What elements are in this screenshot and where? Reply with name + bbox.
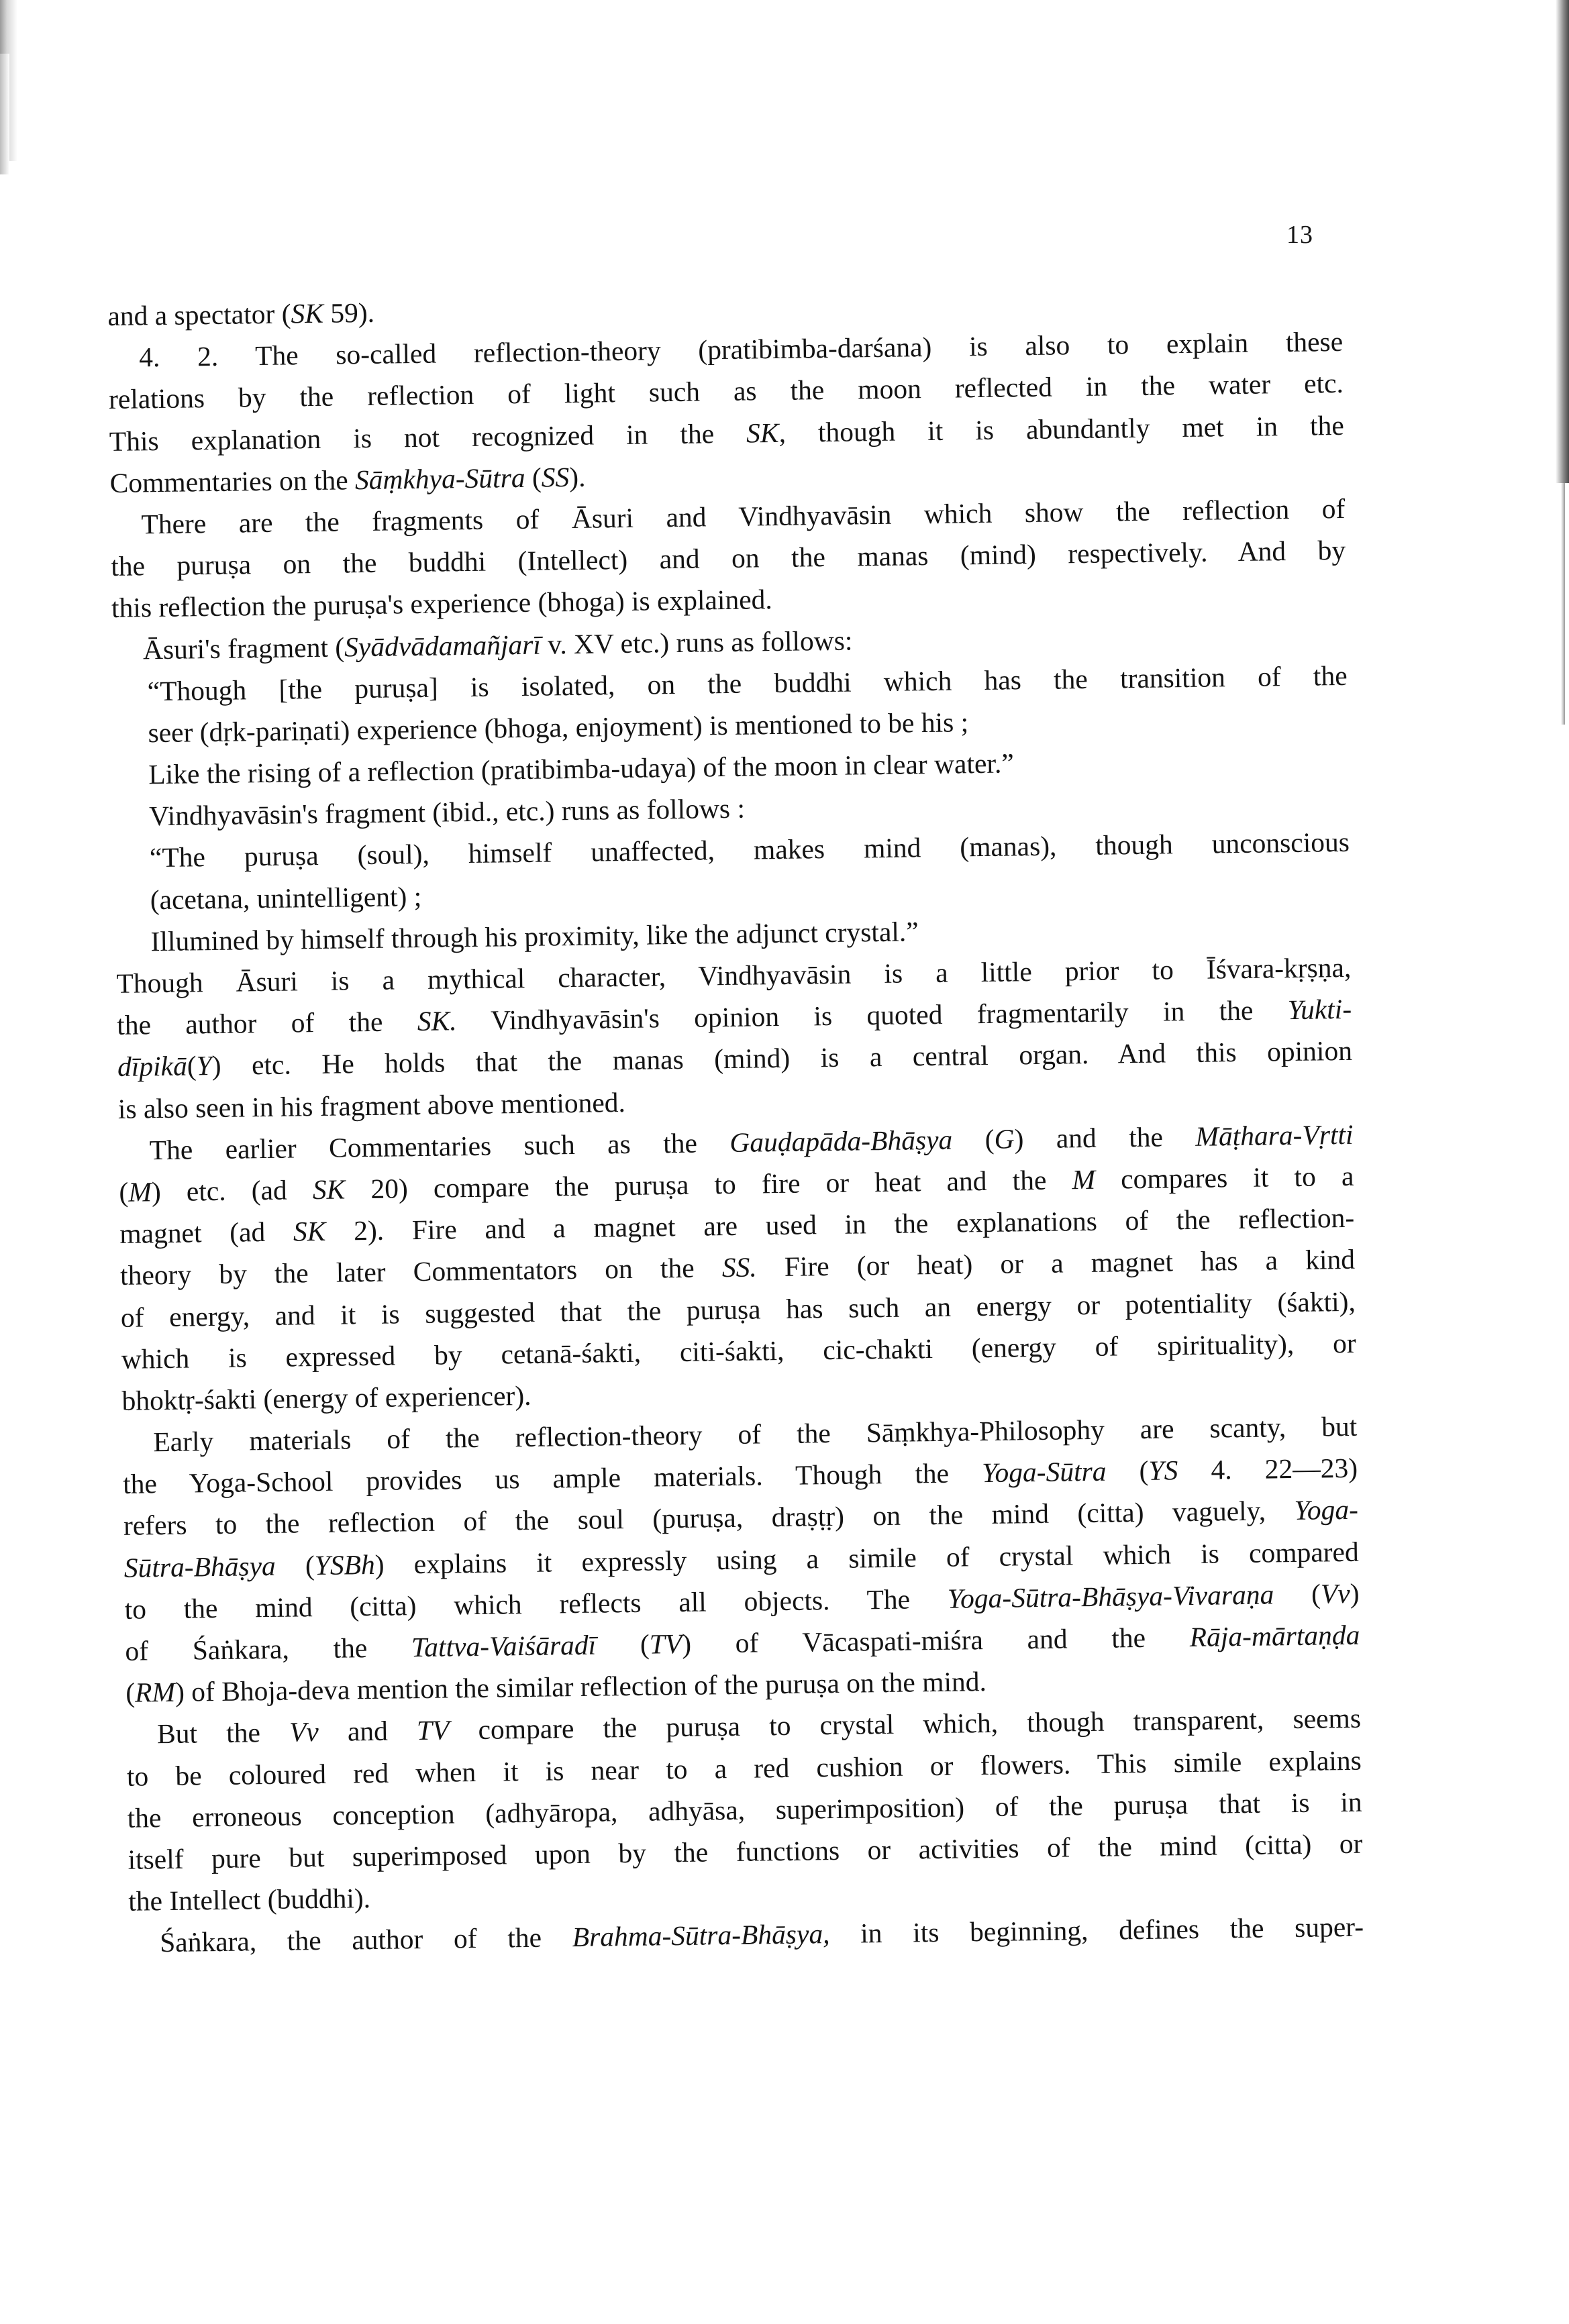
quote-line: seer (dṛk-pariṇati) experience (bhoga, enjoyment) is mentioned to be his ; <box>148 706 969 749</box>
text-line: of Śaṅkara, the Tattva-Vaiśāradī (TV) of Vācaspati-miśra and the Rāja-mārtaṇḍa <box>125 1619 1360 1667</box>
italic-term: dīpikā <box>117 1050 188 1083</box>
text-line: the author of the SK. Vindhyavāsin's opinion is quoted fragmentarily in the Yukti- <box>116 994 1352 1041</box>
italic-term: M <box>1072 1163 1096 1196</box>
scan-edge-right <box>1556 0 1569 483</box>
paragraph-start-line: Though Āsuri is a mythical character, Vindhyavāsin is a little prior to Īśvara-kṛṣṇa, <box>116 951 1352 999</box>
text-line: refers to the reflection of the soul (puruṣa, draṣṭṛ) on the mind (citta) vaguely, Yoga- <box>123 1494 1359 1542</box>
quote-line: Vindhyavāsin's fragment (ibid., etc.) runs as follows : <box>148 792 746 832</box>
paragraph-start-line: Śaṅkara, the author of the Brahma-Sūtra-Bhāṣya, in its beginning, defines the super- <box>159 1911 1364 1958</box>
text-line: Commentaries on the Sāṃkhya-Sūtra (SS). <box>109 461 586 498</box>
text-line: theory by the later Commentators on the SS. Fire (or heat) or a magnet has a kind <box>119 1244 1356 1291</box>
text-line: this reflection the puruṣa's experience (bhoga) is explained. <box>111 584 773 624</box>
italic-term: G <box>994 1123 1015 1155</box>
italic-term: Vv <box>1320 1577 1350 1609</box>
italic-term: Yoga-Sūtra <box>981 1455 1107 1489</box>
paragraph-start-line: Āsuri's fragment (Syādvādamañjarī v. XV etc.) runs as follows: <box>142 625 853 665</box>
text-line: to be coloured red when it is near to a red cushion or flowers. This simile explains <box>126 1744 1362 1792</box>
italic-term: Sūtra-Bhāṣya <box>123 1550 276 1583</box>
page-number: 13 <box>1286 221 1313 249</box>
italic-term: SK. <box>417 1005 457 1037</box>
quote-line: “Though [the puruṣa] is isolated, on the buddhi which has the transition of the <box>147 659 1348 706</box>
italic-term: Vv <box>289 1716 319 1748</box>
paragraph-start-line: Early materials of the reflection-theory of the Sāṃkhya-Philosophy are scanty, but <box>153 1410 1358 1458</box>
paragraph-start-line: But the Vv and TV compare the puruṣa to crystal which, though transparent, seems <box>156 1703 1362 1750</box>
italic-term: M <box>128 1176 152 1208</box>
italic-term: Māṭhara-Vṛtti <box>1195 1118 1354 1152</box>
italic-term: SS <box>541 461 570 493</box>
italic-term: Brahma-Sūtra-Bhāṣya, <box>572 1918 830 1953</box>
italic-term: TV <box>649 1628 682 1660</box>
italic-term: Sāṃkhya-Sūtra <box>354 462 525 495</box>
quote-line: “The puruṣa (soul), himself unaffected, makes mind (manas), though unconscious <box>149 827 1350 874</box>
text-line: is also seen in his fragment above mentioned. <box>117 1086 626 1124</box>
section-heading-line: 4. 2. The so-called reflection-theory (pratibimba-darśana) is also to explain these <box>138 326 1344 373</box>
text-line: bhoktṛ-śakti (energy of experiencer). <box>121 1379 532 1416</box>
italic-term: SK <box>312 1173 346 1206</box>
text-line: which is expressed by cetanā-śakti, citi-śakti, cic-chakti (energy of spirituality), or <box>121 1327 1356 1375</box>
italic-term: TV <box>416 1714 450 1746</box>
italic-term: SK <box>293 1215 326 1247</box>
italic-term: Yoga-Sūtra-Bhāṣya-Vivaraṇa <box>947 1579 1274 1614</box>
text-line: (RM) of Bhoja-deva mention the similar reflection of the puruṣa on the mind. <box>125 1666 987 1709</box>
italic-term: Y <box>196 1050 213 1081</box>
italic-term: YSBh <box>314 1548 376 1581</box>
text-line: Sūtra-Bhāṣya (YSBh) explains it expressly using a simile of crystal which is compared <box>123 1536 1359 1583</box>
text-line: relations by the reflection of light such as the moon reflected in the water etc. <box>108 368 1344 415</box>
italic-term: SK, <box>746 417 787 449</box>
italic-term: SK <box>291 297 324 329</box>
text-line: of energy, and it is suggested that the puruṣa has such an energy or potentiality (śakti), <box>120 1285 1356 1333</box>
italic-term: SS. <box>721 1251 757 1283</box>
italic-term: YS <box>1148 1455 1178 1487</box>
text-line: to the mind (citta) which reflects all objects. The Yoga-Sūtra-Bhāṣya-Vivaraṇa (Vv) <box>124 1577 1360 1625</box>
scan-edge-left-inner <box>0 54 9 174</box>
text-line: and a spectator (SK 59). <box>107 297 375 331</box>
text-line: magnet (ad SK 2). Fire and a magnet are used in the explanations of the reflection- <box>119 1202 1355 1250</box>
text-line: dīpikā(Y) etc. He holds that the manas (mind) is a central organ. And this opinion <box>117 1035 1353 1083</box>
italic-term: Yukti- <box>1287 994 1352 1026</box>
italic-term: Rāja-mārtaṇḍa <box>1189 1619 1360 1653</box>
page-text <box>107 279 1364 1964</box>
text-line: the Intellect (buddhi). <box>128 1883 371 1917</box>
paragraph-start-line: There are the fragments of Āsuri and Vindhyavāsin which show the reflection of <box>141 492 1346 540</box>
italic-term: RM <box>134 1677 176 1708</box>
paragraph-start-line: The earlier Commentaries such as the Gauḍapāda-Bhāṣya (G) and the Māṭhara-Vṛtti <box>149 1118 1354 1166</box>
italic-term: Gauḍapāda-Bhāṣya <box>729 1124 953 1158</box>
scan-edge-right-lower <box>1561 483 1565 725</box>
italic-term: Tattva-Vaiśāradī <box>411 1629 597 1663</box>
italic-term: Syādvādamañjarī <box>344 629 542 662</box>
text-line: (M) etc. (ad SK 20) compare the puruṣa to fire or heat and the M compares it to a <box>119 1160 1354 1208</box>
italic-term: Yoga- <box>1294 1494 1359 1526</box>
quote-line: Like the rising of a reflection (pratibimba-udaya) of the moon in clear water.” <box>148 747 1014 790</box>
text-line: the puruṣa on the buddhi (Intellect) and on the manas (mind) respectively. And by <box>110 535 1346 582</box>
text-line: itself pure but superimposed upon by the functions or activities of the mind (citta) or <box>128 1828 1363 1875</box>
text-line: This explanation is not recognized in the SK, though it is abundantly met in the <box>109 409 1344 457</box>
text-line: the Yoga-School provides us ample materials. Though the Yoga-Sūtra (YS 4. 22—23) <box>122 1452 1358 1500</box>
quote-line: (acetana, unintelligent) ; <box>150 880 422 915</box>
quote-line: Illumined by himself through his proximity, like the adjunct crystal.” <box>150 916 919 957</box>
text-line: the erroneous conception (adhyāropa, adhyāsa, superimposition) of the puruṣa that is in <box>127 1786 1362 1834</box>
